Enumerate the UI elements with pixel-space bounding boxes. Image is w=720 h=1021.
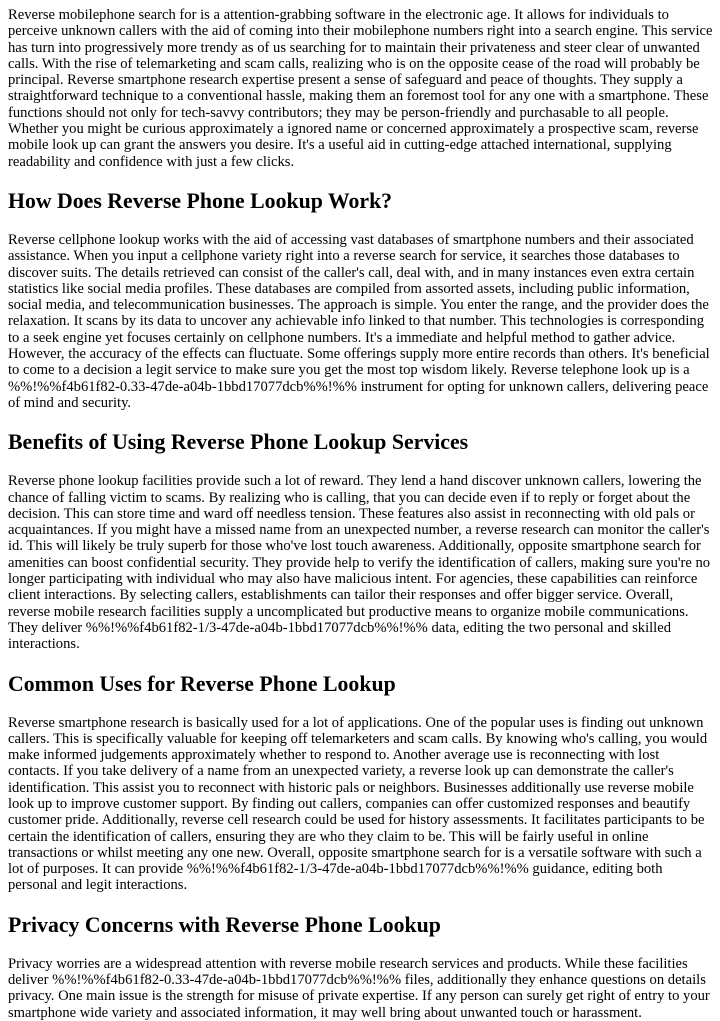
section-heading-benefits: Benefits of Using Reverse Phone Lookup Services bbox=[8, 430, 469, 455]
section-heading-how-it-works: How Does Reverse Phone Lookup Work? bbox=[8, 188, 393, 213]
intro-paragraph: Reverse mobilephone search for is a attention-grabbing software in the electronic age. It allows for individuals to perceive unknown callers with the aid of coming into their mobilephone numbers right into a search engine. This service has turn into progressively more trendy as of us searching for to maintain their privateness and steer clear of unwanted calls. With the rise of telemarketing and scam calls, realizing who is on the opposite cease of the road will probably be principal. Reverse smartphone research expertise present a sense of safeguard and peace of thoughts. They supply a straightforward technique to a conventional hassle, making them an foremost tool for any one with a smartphone. These functions should not only for tech-savvy contributors; they may be person-friendly and purchasable to all people. Whether you might be curious approximately a ignored name or concerned approximately a prospective scam, reverse mobile look up can grant the answers you desire. It's a useful aid in cutting-edge attached international, supplying readability and confidence with just a few clicks. bbox=[8, 7, 713, 170]
section-heading-common-uses: Common Uses for Reverse Phone Lookup bbox=[8, 671, 396, 696]
section-paragraph-how-it-works: Reverse cellphone lookup works with the aid of accessing vast databases of smartphone numbers and their associated assistance. When you input a cellphone variety right into a reverse search for service, it searches those databases to discover suits. The details retrieved can consist of the caller's call, deal with, and in many instances even extra certain statistics like social media profiles. These databases are compiled from assorted assets, including public information, social media, and telecommunication businesses. The approach is simple. You enter the range, and the provider does the relaxation. It scans by its data to uncover any achievable info linked to that number. This technologies is corresponding to a seek engine yet focuses certainly on cellphone numbers. It's a immediate and helpful method to gather advice. However, the accuracy of the effects can fluctuate. Some offerings supply more entire records than others. It's beneficial to come to a decision a legit service to make sure you get the most top wisdom likely. Reverse telephone look up is a %%!%%f4b61f82-0.33-47de-a04b-1bbd17077dcb%%!%% instrument for opting for unknown callers, delivering peace of mind and security. bbox=[8, 231, 710, 411]
section-paragraph-privacy: Privacy worries are a widespread attention with reverse mobile research services and products. While these facilities deliver %%!%%f4b61f82-0.33-47de-a04b-1bbd17077dcb%%!%% files, additionally they enhance questions on details privacy. One main issue is the strength for misuse of private expertise. If any person can surely get right of entry to your smartphone wide variety and associated information, it may well bring about unwanted touch or harassment. bbox=[8, 955, 710, 1021]
section-paragraph-common-uses: Reverse smartphone research is basically used for a lot of applications. One of the popular uses is finding out unknown callers. This is specifically valuable for keeping off telemarketers and scam calls. By knowing who's calling, you would make informed judgements approximately whether to respond to. Another average use is reconnecting with lost contacts. If you take delivery of a name from an unexpected variety, a reverse look up can demonstrate the caller's identification. This assist you to reconnect with historic pals or neighbors. Businesses additionally use reverse mobile look up to improve customer support. By finding out callers, companies can offer customized responses and beautify customer pride. Additionally, reverse cell research could be used for history assessments. It facilitates participants to be certain the identification of callers, ensuring they are who they claim to be. This will be fairly useful in online transactions or whilst meeting any one new. Overall, opposite smartphone search for is a versatile software with such a lot of purposes. It can provide %%!%%f4b61f82-1/3-47de-a04b-1bbd17077dcb%%!%% guidance, editing both personal and legit interactions. bbox=[8, 714, 708, 894]
section-paragraph-benefits: Reverse phone lookup facilities provide such a lot of reward. They lend a hand discover unknown callers, lowering the chance of falling victim to scams. By realizing who is calling, that you can decide even if to reply or forget about the decision. This can store time and ward off needless tension. These features also assist in reconnecting with old pals or acquaintances. If you might have a missed name from an unexpected number, a reverse research can monitor the caller's id. This will likely be truly superb for those who've lost touch awareness. Additionally, opposite smartphone search for amenities can boost confidential security. They provide help to verify the identification of callers, making sure you're no longer participating with individual who may also have malicious intent. For agencies, these capabilities can reinforce client interactions. By selecting callers, establishments can tailor their responses and offer bigger service. Overall, reverse mobile research facilities supply a uncomplicated but productive means to organize mobile communications. They deliver %%!%%f4b61f82-1/3-47de-a04b-1bbd17077dcb%%!%% data, editing the two personal and skilled interactions. bbox=[8, 473, 711, 653]
article bbox=[8, 0, 714, 1021]
section-heading-privacy: Privacy Concerns with Reverse Phone Lookup bbox=[8, 912, 441, 937]
